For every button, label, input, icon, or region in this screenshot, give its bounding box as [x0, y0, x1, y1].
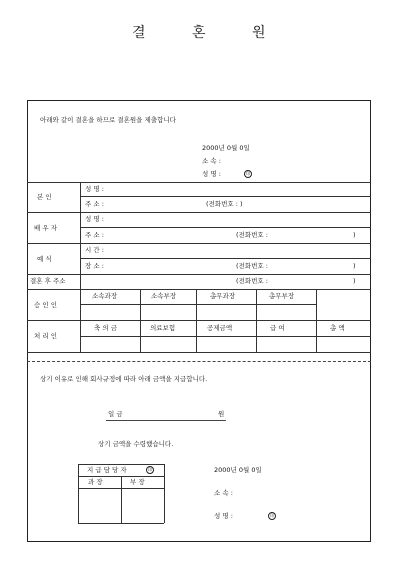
- table-line: [316, 289, 317, 320]
- received-text: 상기 금액을 수령했습니다.: [98, 440, 174, 448]
- table-line: [27, 212, 371, 213]
- table-line: [80, 304, 316, 305]
- payer-box-header: 지 급 담 당 자: [87, 466, 127, 474]
- header-seal-icon: 印: [246, 171, 250, 176]
- row-label-ceremony: 예 식: [37, 255, 52, 263]
- row-label-address-after: 결혼 후 주소: [30, 277, 66, 285]
- table-line: [80, 258, 371, 259]
- ceremony-phone-close: ): [353, 262, 356, 270]
- bottom-name: 성 명 :: [214, 512, 233, 520]
- table-line: [80, 336, 371, 337]
- payment-text: 상기 이유로 인해 회사규정에 따라 아래 금액을 지급합니다.: [40, 375, 208, 383]
- approver-header-2: 소속부장: [151, 292, 177, 300]
- spouse-name-label: 성 명 :: [85, 215, 104, 223]
- header-date: 2000년 0월 0일: [202, 144, 250, 152]
- person-name-label: 성 명 :: [85, 185, 104, 193]
- payer-box-line: [78, 464, 164, 465]
- person-phone-label: (전화번호 : ): [206, 200, 243, 208]
- table-line: [80, 227, 371, 228]
- table-line: [140, 289, 141, 320]
- table-line: [196, 320, 197, 352]
- payer-box-line: [78, 464, 79, 523]
- payer-box-line: [121, 476, 122, 523]
- row-label-person: 본 인: [37, 193, 52, 201]
- document-title: [0, 22, 400, 52]
- table-line: [256, 289, 257, 320]
- person-address-label: 주 소 :: [85, 200, 104, 208]
- payer-col-1: 과 장: [88, 478, 103, 486]
- amount-underline: [106, 420, 226, 421]
- approver-header-3: 총무과장: [210, 292, 236, 300]
- title-char-1: 결: [132, 25, 146, 41]
- title-char-3: 원: [252, 25, 266, 41]
- header-affiliation-label: 소 속 :: [202, 157, 221, 165]
- table-line: [27, 243, 371, 244]
- amount-unit: 원: [218, 410, 225, 418]
- ceremony-time-label: 시 간 :: [85, 246, 104, 254]
- table-line: [316, 320, 317, 352]
- approver-header-4: 총무부장: [269, 292, 295, 300]
- row-label-approver: 승 인 인: [34, 301, 57, 309]
- spouse-address-label: 주 소 :: [85, 231, 104, 239]
- table-line: [80, 182, 81, 352]
- amount-label: 일 금: [108, 410, 123, 418]
- ceremony-place-label: 장 소 :: [85, 262, 104, 270]
- table-line: [27, 182, 371, 183]
- bottom-affiliation: 소 속 :: [214, 489, 233, 497]
- header-name-label: 성 명 :: [202, 170, 221, 178]
- row-label-spouse: 배 우 자: [34, 224, 57, 232]
- intro-text: 아래와 같이 결혼을 하므로 결혼원을 제출합니다: [40, 116, 176, 124]
- spouse-phone-label: (전화번호 :: [236, 231, 268, 239]
- payer-box-line: [78, 523, 164, 524]
- payer-col-2: 부 장: [130, 478, 145, 486]
- bottom-seal-icon: 印: [270, 513, 274, 518]
- processor-header-3: 공제금액: [207, 324, 233, 332]
- payer-seal-icon: 印: [148, 467, 152, 472]
- table-line: [256, 320, 257, 352]
- table-line: [196, 289, 197, 320]
- table-line: [27, 320, 371, 321]
- spouse-phone-close: ): [353, 231, 356, 239]
- table-line: [27, 289, 371, 290]
- table-line: [27, 352, 371, 353]
- table-line: [27, 274, 371, 275]
- bottom-date: 2000년 0월 0일: [214, 466, 262, 474]
- processor-header-2: 의료보험: [150, 324, 176, 332]
- approver-header-1: 소속과장: [92, 292, 118, 300]
- address-after-phone-label: (전화번호 :: [236, 277, 268, 285]
- payer-box-line: [164, 464, 165, 523]
- processor-header-1: 축 의 금: [94, 324, 117, 332]
- ceremony-phone-label: (전화번호 :: [236, 262, 268, 270]
- cut-line: [27, 361, 371, 362]
- address-after-phone-close: ): [353, 277, 356, 285]
- row-label-processor: 처 리 인: [34, 332, 57, 340]
- table-line: [80, 196, 371, 197]
- table-line: [140, 320, 141, 352]
- title-char-2: 혼: [192, 25, 206, 41]
- processor-header-4: 급 여: [270, 324, 285, 332]
- processor-header-5: 총 액: [330, 324, 345, 332]
